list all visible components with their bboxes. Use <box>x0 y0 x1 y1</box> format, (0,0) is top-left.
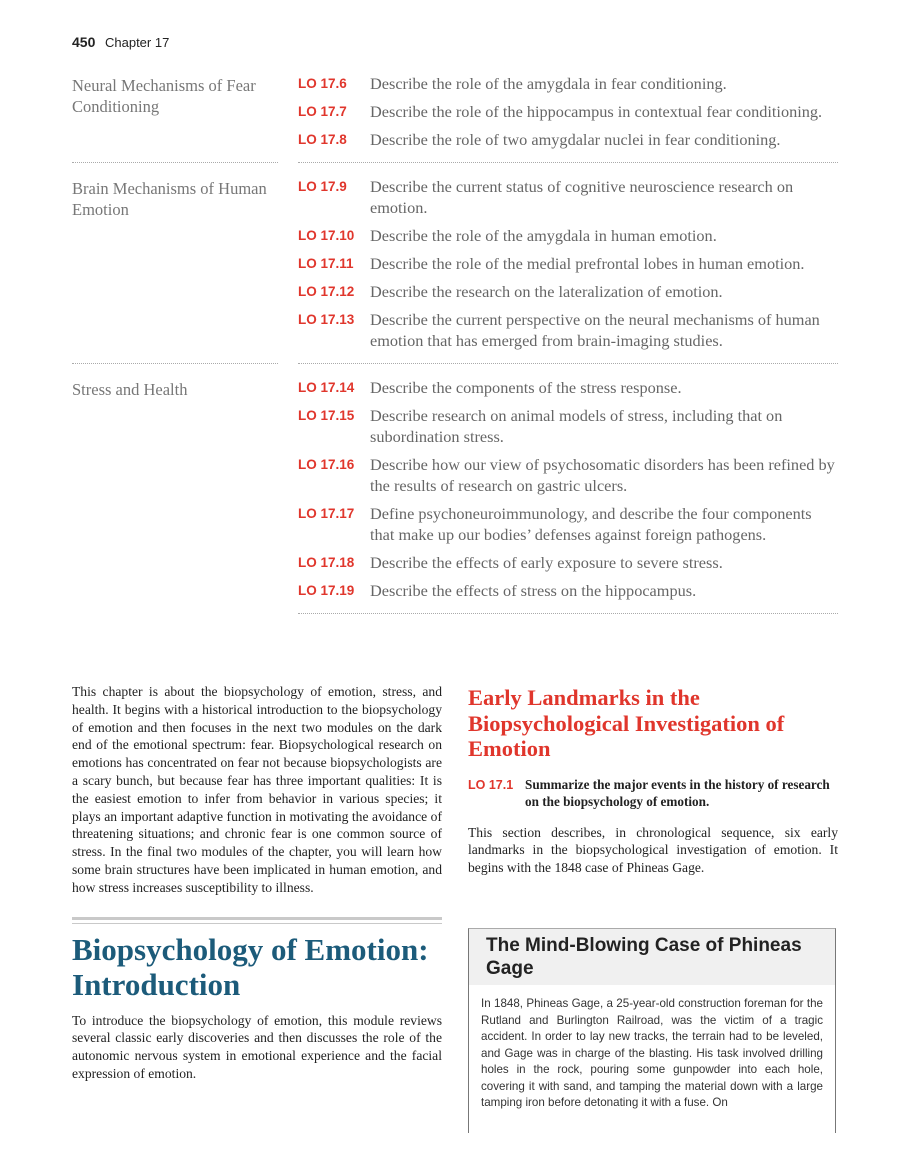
intro-paragraph: This chapter is about the biopsychology of emotion, stress, and health. It begins with a historical introduction to the biopsychology of emotion and then focuses in the next two modules on the dark end of the emotional spectrum: fear. Biopsychological research on emotions has concentrated on fear not because biopsychologists are a scary bunch, but because fear has three important qualities: It is the easiest emotion to infer from behavior in various species; it plays an important adaptive function in motivating the avoidance of threatening situations; and chronic fear is one common source of stress. In the final two modules of the chapter, you will learn how some brain structures have been implicated in human emotion, and how stress increases susceptibility to illness. <box>72 684 442 895</box>
lo-item <box>298 101 838 122</box>
section-divider <box>72 162 838 163</box>
lo-code: LO 17.10 <box>298 228 355 243</box>
case-study-box <box>468 928 836 1133</box>
lo-section <box>72 374 838 608</box>
lo-item <box>298 176 838 218</box>
section-paragraph: To introduce the biopsychology of emotion, this module reviews several classic early discoveries and then discusses the role of the autonomic nervous system in emotional experience and the facial expression of emotion. <box>72 1012 442 1081</box>
box-title: The Mind-Blowing Case of Phineas Gage <box>469 929 835 985</box>
lo-code: LO 17.12 <box>298 284 355 299</box>
subsection-heading: Early Landmarks in the Biopsychological Investigation of Emotion <box>468 685 785 761</box>
lo-text: Describe research on animal models of stress, including that on subordination stress. <box>370 406 783 446</box>
lo-code: LO 17.6 <box>298 76 347 91</box>
lo-section <box>72 173 838 358</box>
lo-text: Describe the role of the medial prefrontal lobes in human emotion. <box>370 254 805 273</box>
lo-item <box>298 281 838 302</box>
lo-code: LO 17.15 <box>298 408 355 423</box>
lo-topic: Stress and Health <box>72 380 188 399</box>
lo-text: Describe the current status of cognitive neuroscience research on emotion. <box>370 177 794 217</box>
learning-objectives-table <box>72 70 838 624</box>
lo-code: LO 17.11 <box>298 256 354 271</box>
lo-objective <box>468 776 838 811</box>
lo-item <box>298 552 838 573</box>
box-text: In 1848, Phineas Gage, a 25-year-old construction foreman for the Rutland and Burlington Railroad, was the victim of a tragic accident. In order to lay new tracks, the terrain had to be leveled, and Gage was in charge of the blasting. His task involved drilling holes in the rock, pouring some gunpowder into each hole, covering it with sand, and tamping the material down with a large tamping iron before detonating it with a fuse. On <box>481 997 823 1109</box>
lo-code: LO 17.16 <box>298 457 355 472</box>
lo-code: LO 17.17 <box>298 506 355 521</box>
section-divider <box>72 363 838 364</box>
lo-code: LO 17.18 <box>298 555 355 570</box>
lo-code: LO 17.8 <box>298 132 347 147</box>
lo-text: Describe the research on the lateralization of emotion. <box>370 282 723 301</box>
chapter-label: Chapter 17 <box>104 35 170 50</box>
lo-item <box>298 503 838 545</box>
lo-item <box>298 309 838 351</box>
lo-item <box>298 253 838 274</box>
lo-item <box>298 225 838 246</box>
lo-text: Describe the role of two amygdalar nuclei in fear conditioning. <box>370 130 781 149</box>
lo-code: LO 17.19 <box>298 583 355 598</box>
lo-item <box>298 405 838 447</box>
section-rule <box>72 917 442 924</box>
right-column <box>468 685 838 877</box>
lo-item <box>298 454 838 496</box>
lo-item <box>298 73 838 94</box>
lo-code: LO 17.9 <box>298 179 347 194</box>
lo-code: LO 17.1 <box>468 777 514 792</box>
lo-text: Describe the current perspective on the neural mechanisms of human emotion that has emerged from brain-imaging studies. <box>370 310 820 350</box>
lo-text: Describe how our view of psychosomatic disorders has been refined by the results of research on gastric ulcers. <box>370 455 835 495</box>
lo-topic: Neural Mechanisms of Fear Conditioning <box>72 76 256 116</box>
lo-item <box>298 377 838 398</box>
left-column <box>72 683 442 1083</box>
subsection-paragraph: This section describes, in chronological sequence, six early landmarks in the biopsychological investigation of emotion. It begins with the 1848 case of Phineas Gage. <box>468 824 838 876</box>
lo-text: Describe the role of the hippocampus in contextual fear conditioning. <box>370 102 823 121</box>
lo-text: Describe the role of the amygdala in human emotion. <box>370 226 717 245</box>
lo-item <box>298 580 838 601</box>
page-header <box>72 34 169 50</box>
page-number: 450 <box>72 34 96 50</box>
lo-item <box>298 129 838 150</box>
lo-code: LO 17.14 <box>298 380 355 395</box>
lo-section <box>72 70 838 157</box>
lo-text: Define psychoneuroimmunology, and describe the four components that make up our bodies’ defenses against foreign pathogens. <box>370 504 812 544</box>
section-title: Biopsychology of Emotion: Introduction <box>72 931 429 1002</box>
lo-code: LO 17.7 <box>298 104 347 119</box>
lo-topic: Brain Mechanisms of Human Emotion <box>72 179 267 219</box>
lo-text: Summarize the major events in the history of research on the biopsychology of emotion. <box>525 776 830 809</box>
lo-text: Describe the components of the stress response. <box>370 378 682 397</box>
section-divider <box>72 613 838 614</box>
lo-text: Describe the effects of early exposure to severe stress. <box>370 553 723 572</box>
lo-text: Describe the role of the amygdala in fear conditioning. <box>370 74 727 93</box>
lo-text: Describe the effects of stress on the hippocampus. <box>370 581 697 600</box>
lo-code: LO 17.13 <box>298 312 355 327</box>
